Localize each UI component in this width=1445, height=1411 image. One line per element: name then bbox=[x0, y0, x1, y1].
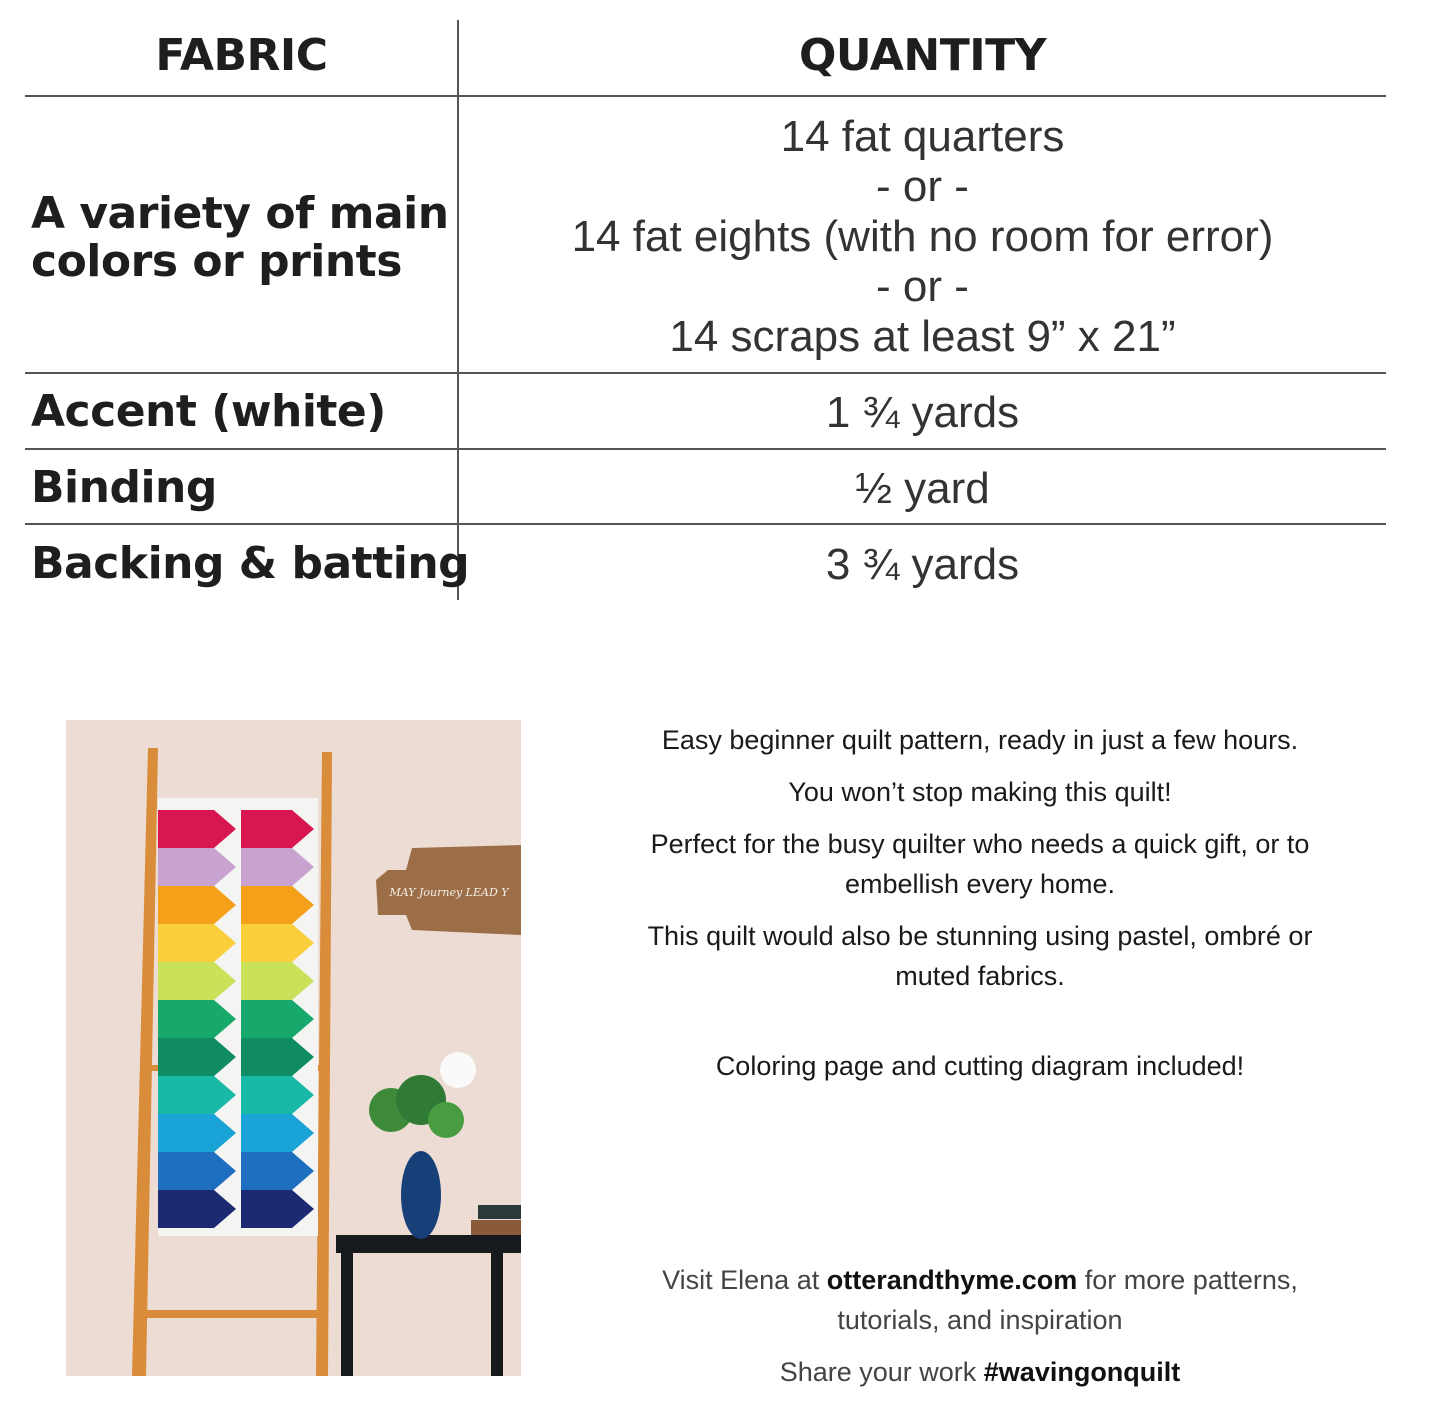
row-divider bbox=[25, 95, 1386, 97]
quantity-main-colors: 14 fat quarters - or - 14 fat eights (with no room for error) - or - 14 scraps at least 9” x 21” bbox=[571, 112, 1274, 361]
fabric-accent: Accent (white) bbox=[31, 386, 386, 437]
quantity-binding: ½ yard bbox=[855, 464, 990, 513]
row-divider bbox=[25, 372, 1386, 374]
row-divider bbox=[25, 523, 1386, 525]
website-link[interactable]: otterandthyme.com bbox=[826, 1265, 1078, 1295]
pattern-description: Easy beginner quilt pattern, ready in just a few hours. You won’t stop making this quilt! Perfect for the busy quilter who needs a quick gift, or to embellish every home. This quilt would also be stunning using pastel, ombré or muted fabrics. Coloring page and cutting diagram included! bbox=[647, 725, 1313, 1081]
quilt-photo bbox=[66, 720, 521, 1376]
visit-line: Visit Elena at otterandthyme.com for more patterns, tutorials, and inspiration bbox=[662, 1265, 1298, 1335]
header-fabric: FABRIC bbox=[155, 30, 328, 81]
share-line: Share your work #wavingonquilt bbox=[779, 1357, 1181, 1387]
books bbox=[471, 1205, 521, 1235]
row-divider bbox=[25, 448, 1386, 450]
quantity-accent: 1 ¾ yards bbox=[825, 388, 1020, 437]
fabric-binding: Binding bbox=[31, 462, 217, 513]
hashtag: #wavingonquilt bbox=[983, 1357, 1181, 1387]
column-divider bbox=[457, 20, 459, 600]
fabric-main-colors: A variety of main colors or prints bbox=[31, 188, 449, 287]
sign-text: MAY Journey LEAD Y bbox=[389, 886, 509, 899]
quantity-backing: 3 ¾ yards bbox=[825, 540, 1020, 589]
quilt bbox=[158, 798, 318, 1236]
footer bbox=[620, 1260, 1340, 1392]
header-quantity: QUANTITY bbox=[799, 30, 1046, 81]
fabric-backing: Backing & batting bbox=[31, 538, 470, 589]
